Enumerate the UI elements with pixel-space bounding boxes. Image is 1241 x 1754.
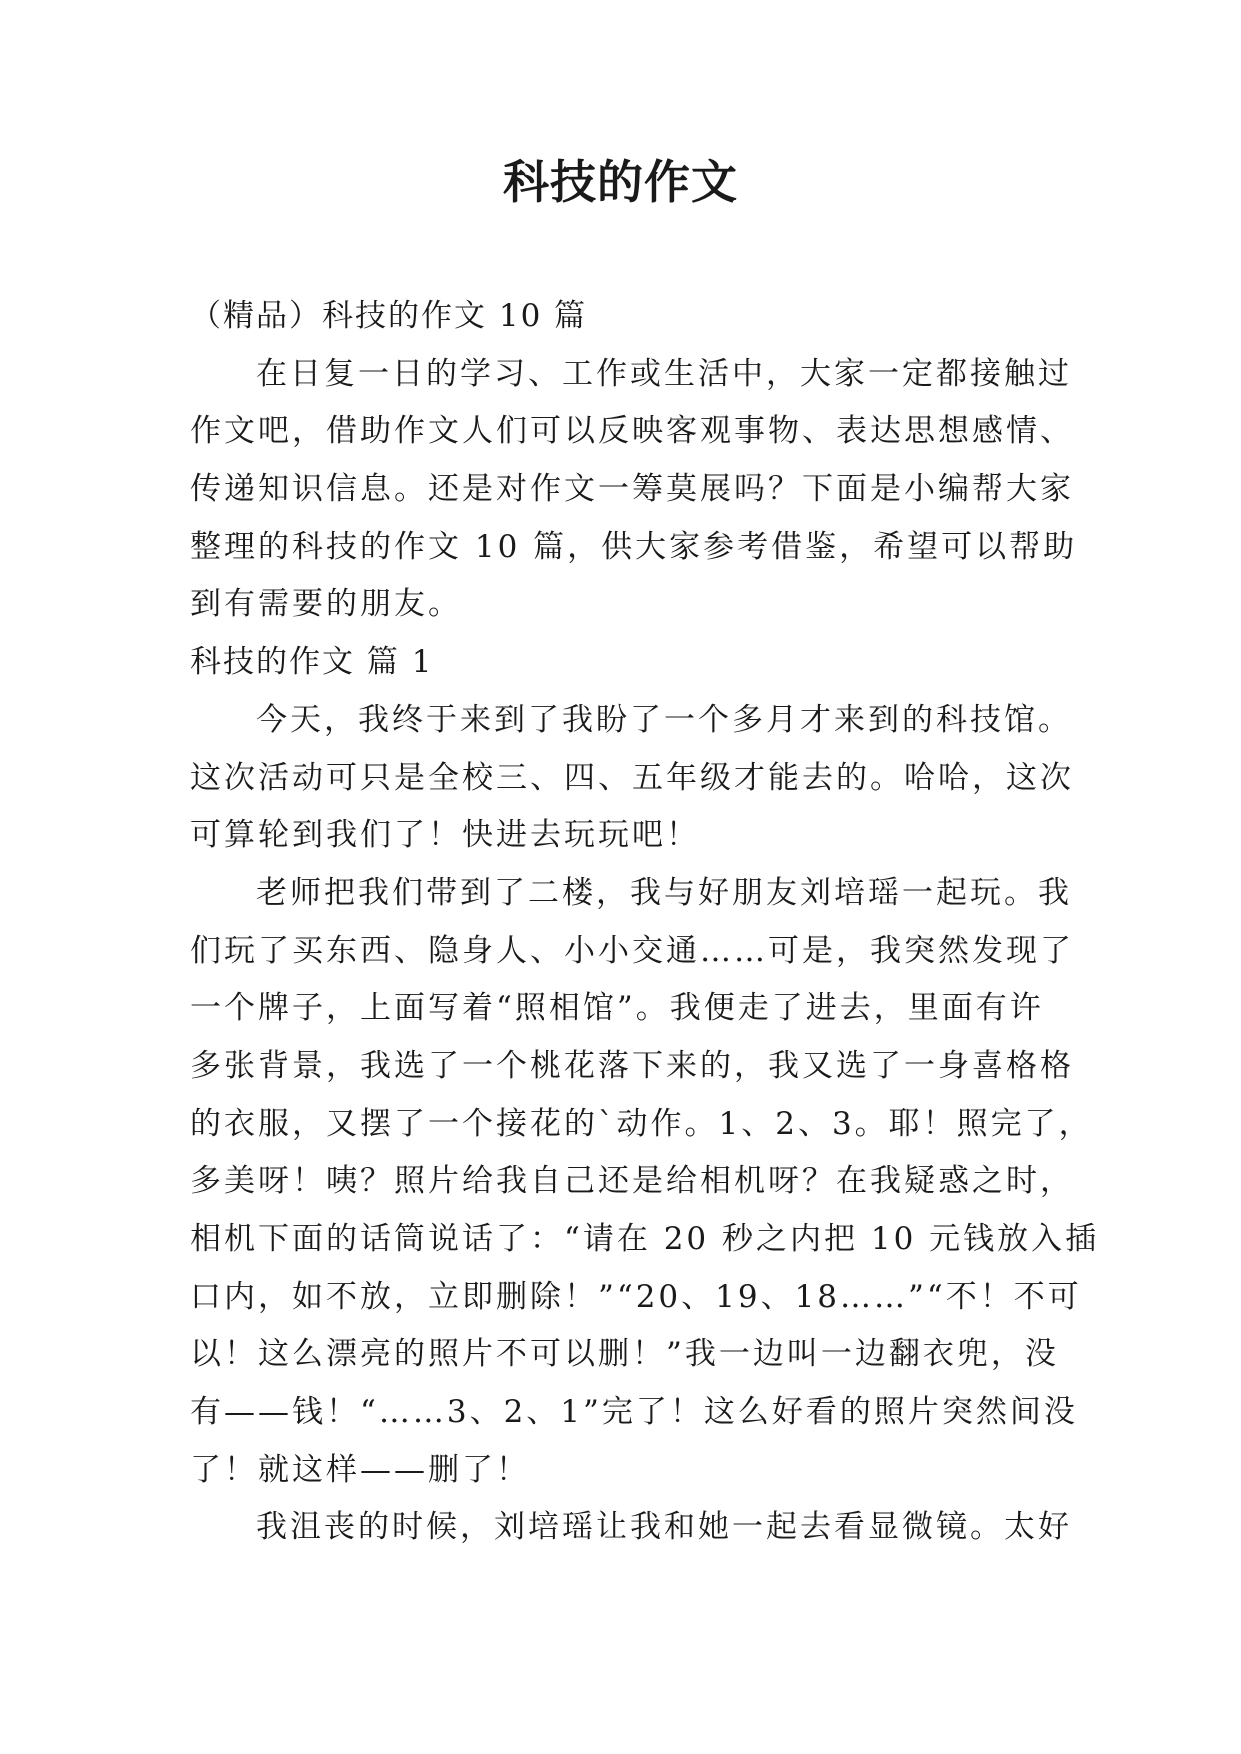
paragraph-line: 们玩了买东西、隐身人、小小交通……可是，我突然发现了 — [190, 932, 1074, 969]
paragraph-line: 一个牌子，上面写着“照相馆”。我便走了进去，里面有许 — [190, 990, 1044, 1027]
paragraph-line: 可算轮到我们了！快进去玩玩吧！ — [190, 817, 700, 854]
document-body — [190, 288, 1100, 1557]
paragraph-line: 多张背景，我选了一个桃花落下来的，我又选了一身喜格格 — [190, 1047, 1074, 1084]
paragraph-line: 传递知识信息。还是对作文一筹莫展吗？下面是小编帮大家 — [190, 471, 1074, 508]
subtitle-line: （精品）科技的作文 10 篇 — [190, 298, 588, 334]
paragraph-line: 多美呀！咦？照片给我自己还是给相机呀？在我疑惑之时， — [190, 1163, 1074, 1200]
document-title: 科技的作文 — [503, 155, 738, 209]
paragraph-line: 今天，我终于来到了我盼了一个多月才来到的科技馆。 — [256, 701, 1072, 738]
paragraph-line: 以！这么漂亮的照片不可以删！”我一边叫一边翻衣兜，没 — [190, 1336, 1059, 1373]
paragraph-line: 作文吧，借助作文人们可以反映客观事物、表达思想感情、 — [190, 413, 1074, 450]
paragraph-line: 口内，如不放，立即删除！”“20、19、18……”“不！不可 — [190, 1278, 1082, 1315]
paragraph-line: 有——钱！“……3、2、1”完了！这么好看的照片突然间没 — [190, 1394, 1078, 1431]
paragraph-line: 相机下面的话筒说话了：“请在 20 秒之内把 10 元钱放入插 — [190, 1221, 1100, 1257]
section-heading: 科技的作文 篇 1 — [190, 644, 434, 681]
paragraph-line: 整理的科技的作文 10 篇，供大家参考借鉴，希望可以帮助 — [190, 528, 1078, 565]
paragraph-line: 了！就这样——删了！ — [190, 1451, 530, 1488]
paragraph-line: 这次活动可只是全校三、四、五年级才能去的。哈哈，这次 — [190, 759, 1074, 796]
paragraph-line: 我沮丧的时候，刘培瑶让我和她一起去看显微镜。太好 — [256, 1509, 1072, 1546]
paragraph-line: 老师把我们带到了二楼，我与好朋友刘培瑶一起玩。我 — [256, 874, 1072, 911]
paragraph-line: 到有需要的朋友。 — [190, 586, 462, 623]
paragraph-line: 的衣服，又摆了一个接花的`动作。1、2、3。耶！照完了， — [190, 1105, 1093, 1142]
paragraph-line: 在日复一日的学习、工作或生活中，大家一定都接触过 — [256, 355, 1072, 392]
